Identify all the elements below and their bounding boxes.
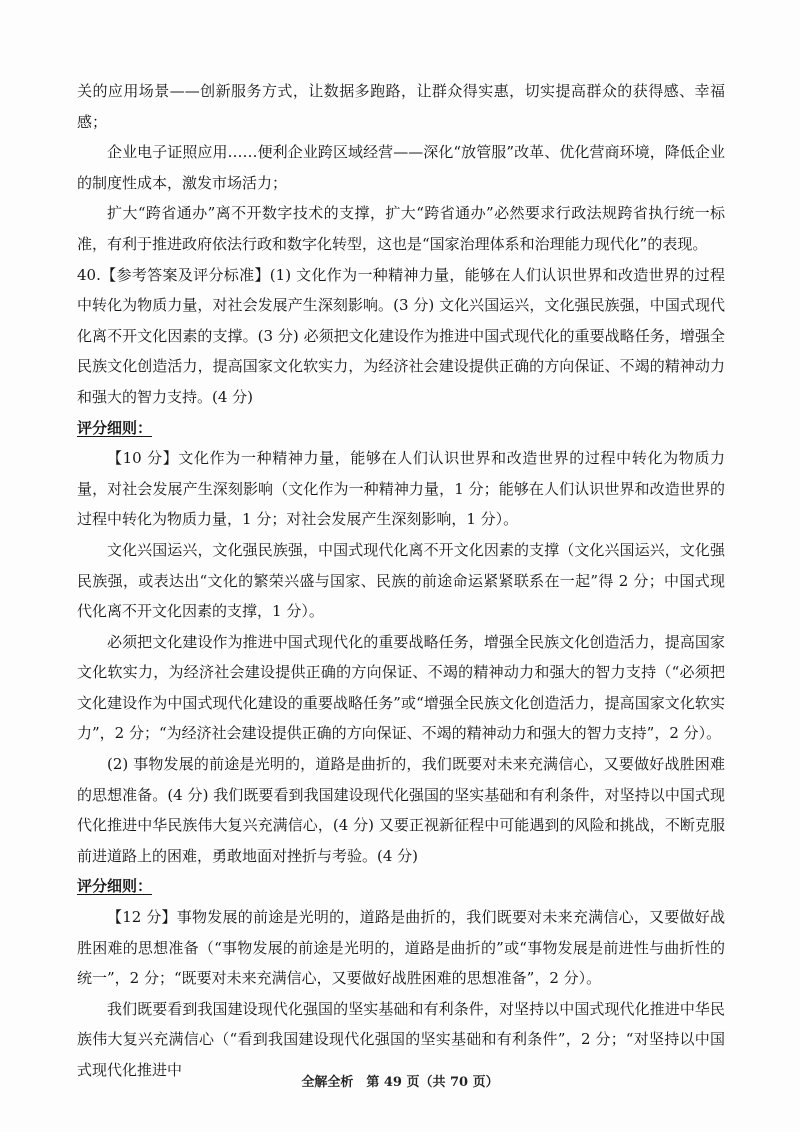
scoring-rule-12-points: 【12 分】事物发展的前途是光明的，道路是曲折的，我们既要对未来充满信心，又要做好战胜困难的思想准备（“事物发展的前途是光明的，道路是曲折的”或“事物发展是前进性与曲折性的统一”，2 分；“既要对未来充满信心，又要做好战胜困难的思想准备”，2 分）。 <box>77 908 725 988</box>
scoring-rules-heading-2: 评分细则： <box>77 877 153 896</box>
scoring-rules-heading-1: 评分细则： <box>77 418 153 437</box>
scoring-rule-10-points: 【10 分】文化作为一种精神力量，能够在人们认识世界和改造世界的过程中转化为物质力量，对社会发展产生深刻影响（文化作为一种精神力量，1 分；能够在人们认识世界和改造世界的过程中转化为物质力量，1 分；对社会发展产生深刻影响，1 分）。 <box>77 449 725 529</box>
paragraph-cross-province: 扩大“跨省通办”离不开数字技术的支撑，扩大“跨省通办”必然要求行政法规跨省执行统一标准，有利于推进政府依法行政和数字化转型，这也是“国家治理体系和治理能力现代化”的表现。 <box>77 204 725 253</box>
page-content <box>77 76 725 1086</box>
scoring-rule-strategic-task: 必须把文化建设作为推进中国式现代化的重要战略任务，增强全民族文化创造活力，提高国家文化软实力，为经济社会建设提供正确的方向保证、不竭的精神动力和强大的智力支持（“必须把文化建设作为中国式现代化建设的重要战略任务”或“增强全民族文化创造活力，提高国家文化软实力”，2 分；“为经济社会建设提供正确的方向保证、不竭的精神动力和强大的智力支持”，2 分）。 <box>77 632 725 743</box>
scoring-rule-culture-support: 文化兴国运兴，文化强民族强，中国式现代化离不开文化因素的支撑（文化兴国运兴，文化强民族强，或表达出“文化的繁荣兴盛与国家、民族的前途命运紧紧联系在一起”得 2 分；中国式现代化离不开文化因素的支撑，1 分）。 <box>77 540 725 621</box>
paragraph-enterprise-license: 企业电子证照应用……便利企业跨区域经营——深化“放管服”改革、优化营商环境，降低企业的制度性成本，激发市场活力； <box>77 143 725 192</box>
page-footer: 全解全析 第 49 页（共 70 页） <box>301 1075 499 1090</box>
scoring-rule-modernization: 我们既要看到我国建设现代化强国的坚实基础和有利条件，对坚持以中国式现代化推进中华民族伟大复兴充满信心（“看到我国建设现代化强国的坚实基础和有利条件”，2 分；“对坚持以中国式现代化推进中 <box>77 999 725 1079</box>
paragraph-continuation: 关的应用场景——创新服务方式，让数据多跑路，让群众得实惠，切实提高群众的获得感、幸福感； <box>77 82 725 131</box>
answer-40-part1: 40.【参考答案及评分标准】(1) 文化作为一种精神力量，能够在人们认识世界和改造世界的过程中转化为物质力量，对社会发展产生深刻影响。(3 分) 文化兴国运兴，文化强民族强，中国式现代化离不开文化因素的支撑。(3 分) 必须把文化建设作为推进中国式现代化的重要战略任务，增强全民族文化创造活力，提高国家文化软实力，为经济社会建设提供正确的方向保证、不竭的精神动力和强大的智力支持。(4 分) <box>77 265 725 406</box>
answer-40-part2: (2) 事物发展的前途是光明的，道路是曲折的，我们既要对未来充满信心，又要做好战胜困难的思想准备。(4 分) 我们既要看到我国建设现代化强国的坚实基础和有利条件，对坚持以中国式现代化推进中华民族伟大复兴充满信心，(4 分) 又要正视新征程中可能遇到的风险和挑战，不断克服前进道路上的困难，勇敢地面对挫折与考验。(4 分) <box>77 755 725 865</box>
